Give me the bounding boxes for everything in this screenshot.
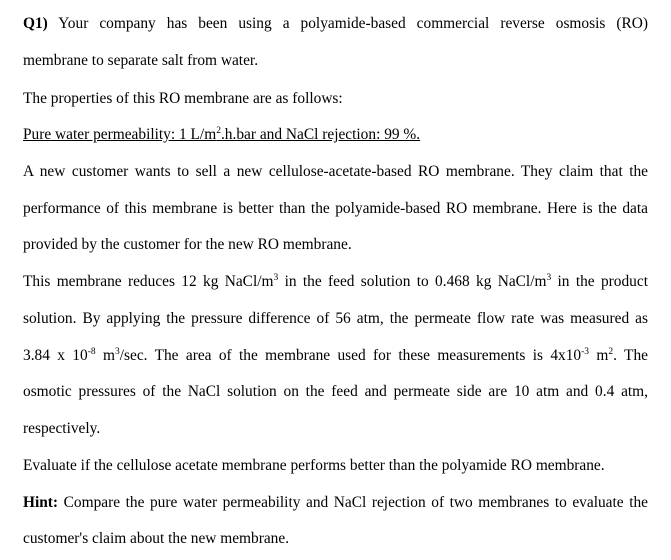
data-3c-sup: -3 bbox=[581, 347, 590, 357]
data-3e: . The bbox=[613, 347, 648, 364]
data-1b-sup: 3 bbox=[546, 273, 552, 283]
claim-text-3: provided by the customer for the new RO membrane. bbox=[23, 236, 352, 253]
question-intro-line-2 bbox=[23, 52, 648, 70]
data-1a: This membrane reduces 12 kg NaCl/m bbox=[23, 273, 274, 290]
data-line-2 bbox=[23, 310, 648, 328]
data-3d: m bbox=[589, 347, 609, 364]
data-3c: /sec. The area of the membrane used for these measurements is 4x10 bbox=[119, 347, 582, 364]
hint-text-2: customer's claim about the new membrane. bbox=[23, 530, 290, 547]
data-1a-sup: 3 bbox=[273, 273, 279, 283]
claim-line-2 bbox=[23, 200, 648, 218]
claim-line-3 bbox=[23, 236, 648, 254]
intro-text-2: membrane to separate salt from water. bbox=[23, 52, 259, 69]
properties-a-sup: 2 bbox=[216, 126, 221, 136]
properties-values bbox=[23, 126, 648, 144]
properties-intro bbox=[23, 90, 648, 108]
data-5: respectively. bbox=[23, 420, 101, 437]
intro-text-1: Your company has been using a polyamide-based commercial reverse osmosis (RO) bbox=[47, 15, 648, 32]
data-1c: in the product bbox=[551, 273, 648, 290]
claim-line-1 bbox=[23, 163, 648, 181]
properties-intro-text: The properties of this RO membrane are as follows: bbox=[23, 90, 343, 107]
data-3b-sup: 3 bbox=[114, 347, 120, 357]
hint-line-2 bbox=[23, 530, 648, 548]
data-3a: 3.84 x 10 bbox=[23, 347, 88, 364]
task-line bbox=[23, 457, 648, 475]
hint-line-1 bbox=[23, 494, 648, 512]
data-1b: in the feed solution to 0.468 kg NaCl/m bbox=[278, 273, 547, 290]
properties-underlined bbox=[23, 126, 420, 143]
claim-text-2: performance of this membrane is better than the polyamide-based RO membrane. Here is the data bbox=[23, 200, 648, 217]
task-text: Evaluate if the cellulose acetate membrane performs better than the polyamide RO membrane. bbox=[23, 457, 605, 474]
hint-text-1: Compare the pure water permeability and NaCl rejection of two membranes to evaluate the bbox=[58, 494, 648, 511]
properties-a: Pure water permeability: 1 L/m bbox=[23, 126, 217, 143]
data-line-3 bbox=[23, 347, 648, 365]
data-line-1 bbox=[23, 273, 648, 291]
data-3b: m bbox=[95, 347, 115, 364]
data-4: osmotic pressures of the NaCl solution on the feed and permeate side are 10 atm and 0.4 atm, bbox=[23, 383, 648, 400]
data-line-4 bbox=[23, 383, 648, 401]
properties-b: .h.bar and NaCl rejection: 99 %. bbox=[220, 126, 421, 143]
hint-label: Hint: bbox=[23, 494, 59, 511]
claim-text-1: A new customer wants to sell a new cellulose-acetate-based RO membrane. They claim that the bbox=[23, 163, 648, 180]
data-2: solution. By applying the pressure difference of 56 atm, the permeate flow rate was measured as bbox=[23, 310, 648, 327]
data-3a-sup: -8 bbox=[87, 347, 96, 357]
question-label: Q1) bbox=[23, 15, 48, 32]
data-3d-sup: 2 bbox=[608, 347, 614, 357]
question-intro-line-1 bbox=[23, 15, 648, 33]
data-line-5 bbox=[23, 420, 648, 438]
